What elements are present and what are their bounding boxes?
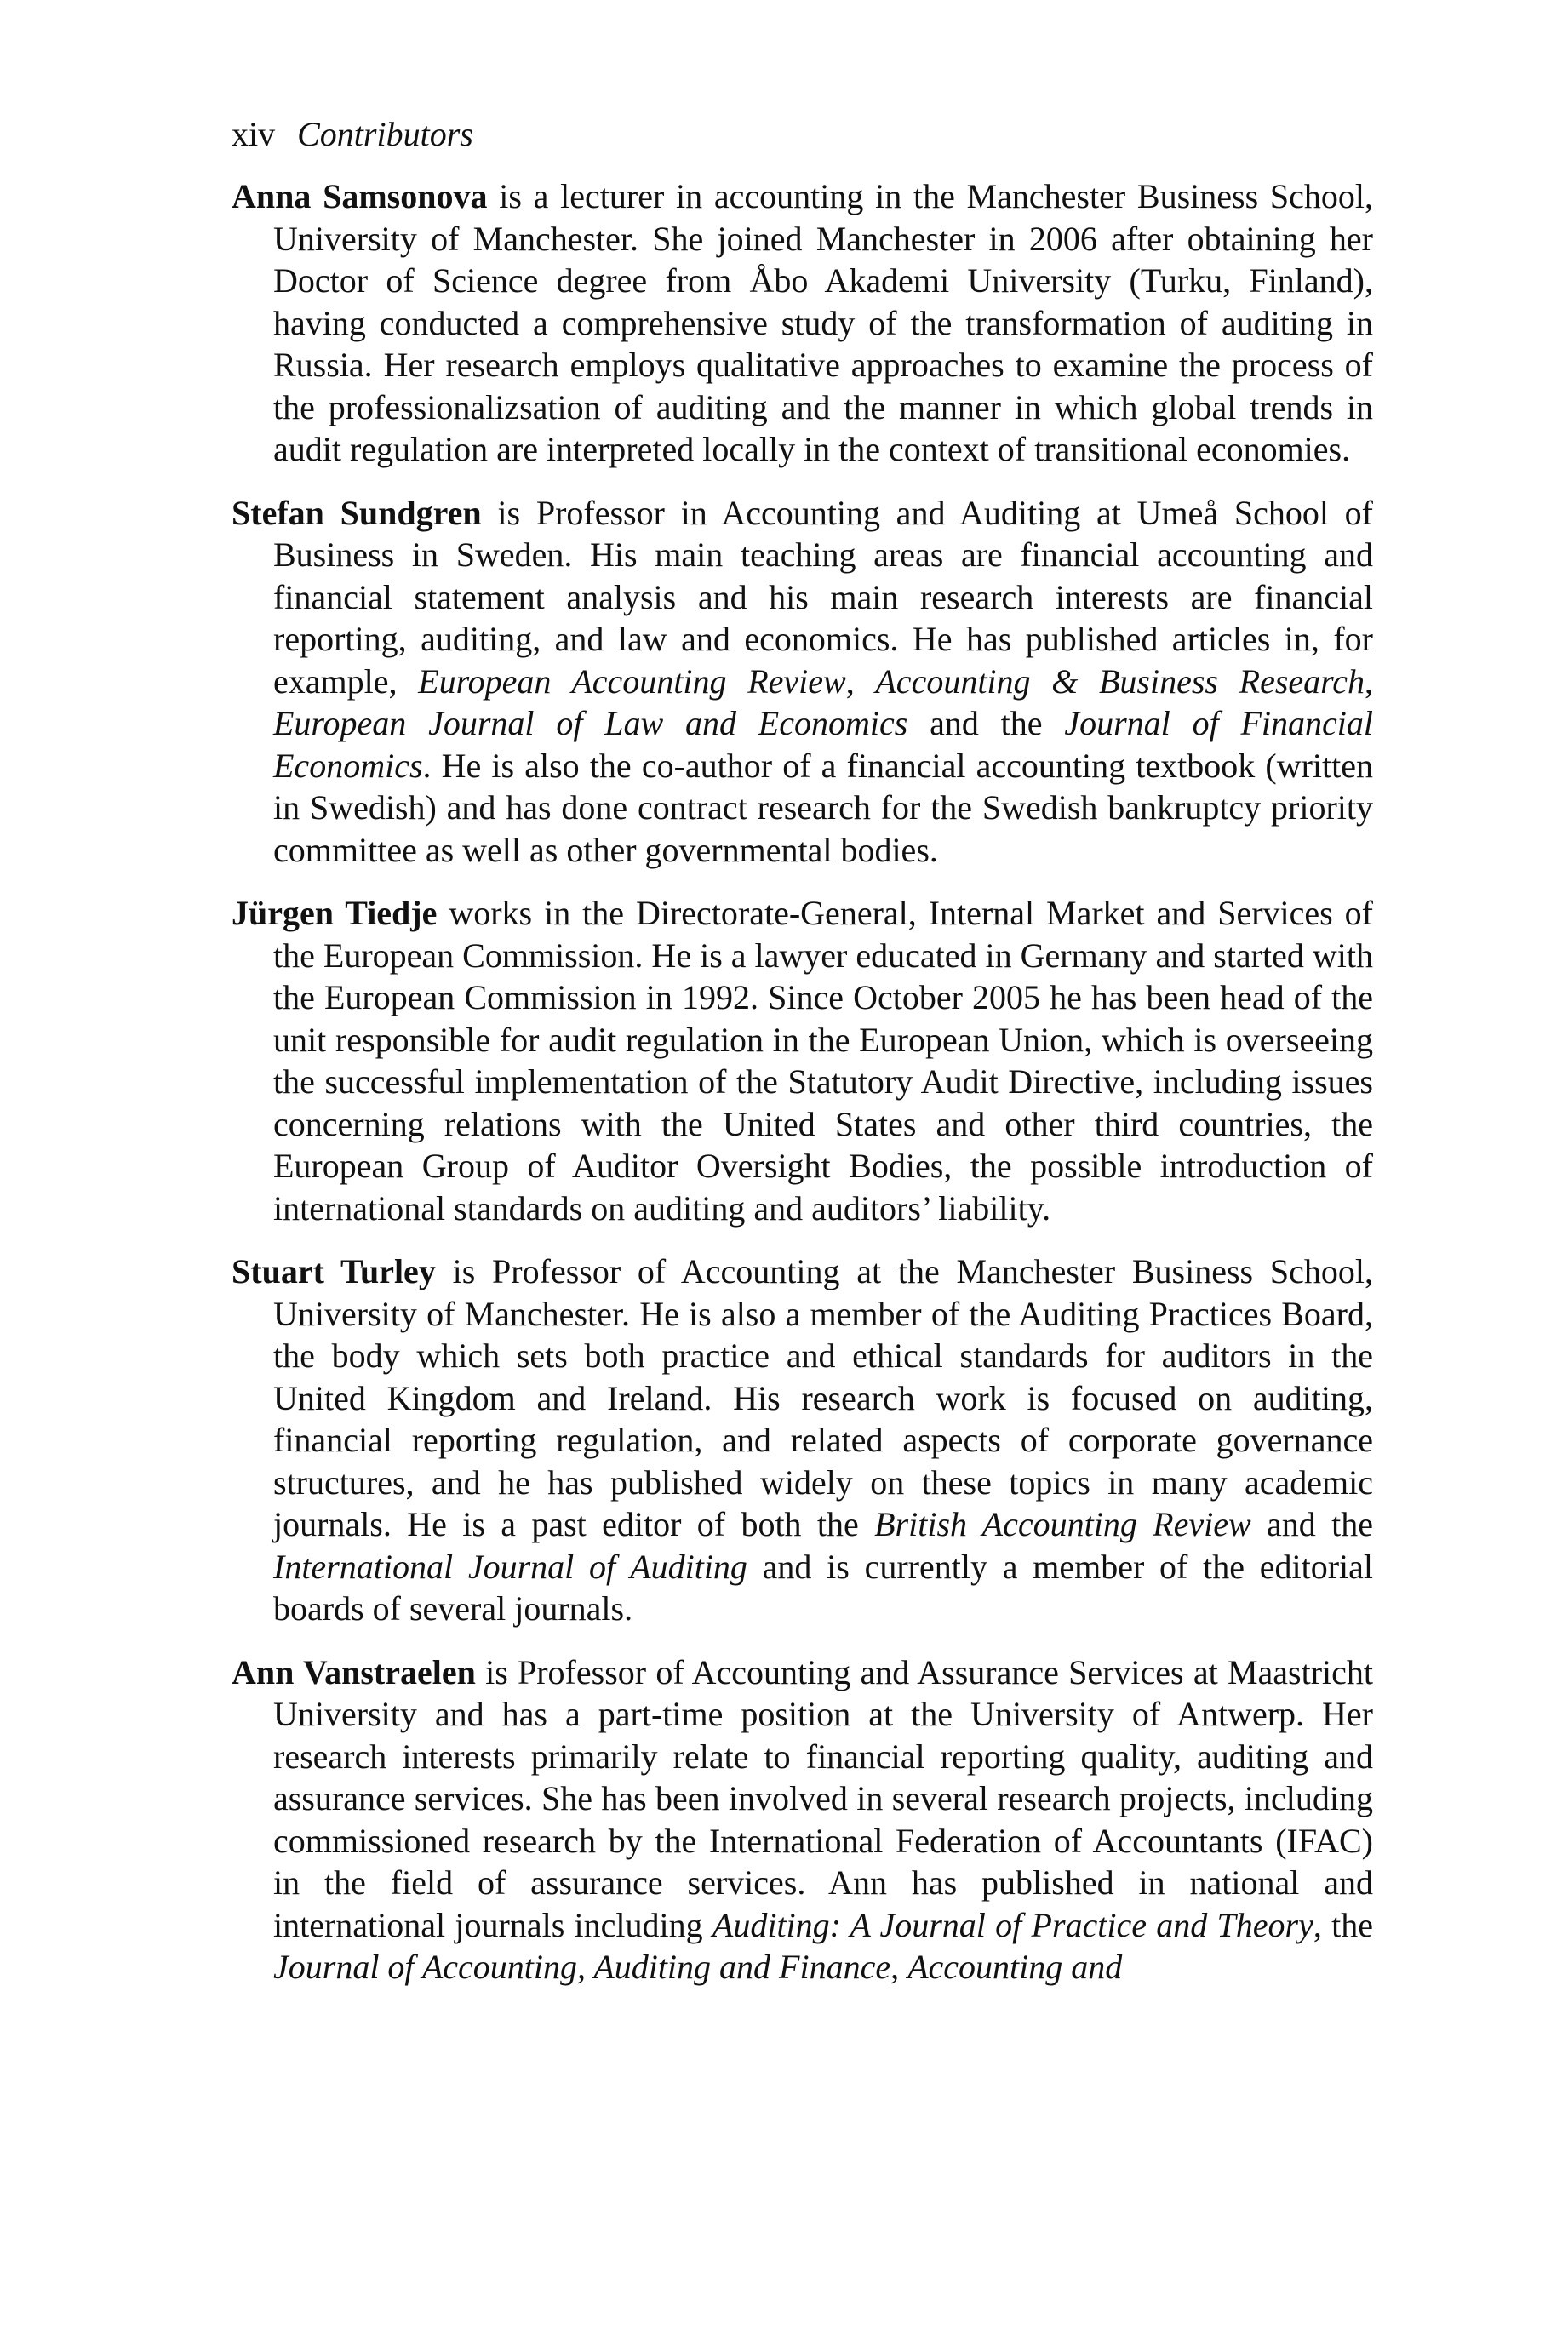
contributor-entry-turley bbox=[232, 1250, 1373, 1630]
bio-text: is a lecturer in accounting in the Manchester Business School, University of Manchester. She joined Manchester in 2006 after obtaining her Doctor of Science degree from Åbo Akademi University (Turku, Finland), having conducted a comprehensive study of the transformation of auditing in Russia. Her research employs qualitative approaches to examine the process of the professionalizsation of auditing and the manner in which global trends in audit regulation are interpreted locally in the context of transitional economies. bbox=[273, 177, 1373, 468]
bio-text: and the bbox=[907, 704, 1065, 742]
bio-text: , bbox=[845, 661, 876, 701]
journal-title: Auditing: A Journal of Practice and Theory bbox=[712, 1905, 1313, 1944]
journal-title: British Accounting Review bbox=[874, 1505, 1251, 1543]
journal-title: European Journal of Law and Economics bbox=[273, 704, 908, 742]
page-number: xiv bbox=[232, 115, 276, 153]
running-head bbox=[232, 113, 1373, 156]
bio-text: is Professor in Accounting and Auditing at Umeå School of Business in Sweden. His main teaching areas are financial accounting and financial statement analysis and his main research interests are financial reporting, auditing, and law and economics. He has published articles in, for example, bbox=[273, 493, 1373, 701]
contributor-entry-samsonova bbox=[232, 175, 1373, 471]
contributor-entry-tiedje bbox=[232, 892, 1373, 1229]
bio-text: is Professor of Accounting and Assurance Services at Maastricht University and has a part-time position at the University of Antwerp. Her research interests primarily relate to financial reporting quality, auditing and assurance services. She has been involved in several research projects, including commissioned research by the International Federation of Accountants (IFAC) in the field of assurance services. Ann has published in national and international journals including bbox=[273, 1652, 1373, 1944]
journal-title: International Journal of Auditing bbox=[273, 1547, 747, 1586]
section-title: Contributors bbox=[297, 115, 473, 153]
bio-text: is Professor of Accounting at the Manchester Business School, University of Manchester. He is also a member of the Auditing Practices Board, the body which sets both practice and ethical standards for auditors in the United Kingdom and Ireland. His research work is focused on auditing, financial reporting regulation, and related aspects of corporate governance structures, and he has published widely on these topics in many academic journals. He is a past editor of both the bbox=[273, 1252, 1374, 1543]
journal-title: Journal of Financial Economics bbox=[273, 704, 1374, 785]
contributor-name: Jürgen Tiedje bbox=[232, 894, 438, 932]
journal-title: Journal of Accounting, Auditing and Finance bbox=[273, 1948, 891, 1986]
contributor-name: Stefan Sundgren bbox=[232, 493, 482, 532]
book-page bbox=[232, 113, 1373, 2010]
bio-text: , bbox=[890, 1948, 908, 1986]
contributor-entry-sundgren bbox=[232, 492, 1373, 872]
bio-text: works in the Directorate-General, Internal Market and Services of the European Commission. He is a lawyer educated in Germany and started with the European Commission in 1992. Since October 2005 he has been head of the unit responsible for audit regulation in the European Union, which is overseeing the successful implementation of the Statutory Audit Directive, including issues concerning relations with the United States and other third countries, the European Group of Auditor Oversight Bodies, the possible introduction of international standards on auditing and auditors’ liability. bbox=[273, 894, 1374, 1228]
bio-text: and is currently a member of the editorial boards of several journals. bbox=[273, 1547, 1373, 1628]
bio-text: . He is also the co-author of a financial accounting textbook (written in Swedish) and has done contract research for the Swedish bankruptcy priority committee as well as other governmental bodies. bbox=[273, 746, 1373, 869]
contributor-name: Stuart Turley bbox=[232, 1252, 436, 1290]
contributor-entry-vanstraelen bbox=[232, 1651, 1373, 1989]
bio-text: , bbox=[1365, 661, 1374, 701]
journal-title: European Accounting Review bbox=[418, 661, 846, 701]
bio-text: and the bbox=[1250, 1505, 1373, 1543]
journal-title: Accounting & Business Research bbox=[875, 661, 1365, 701]
bio-text: , the bbox=[1313, 1905, 1373, 1944]
journal-title: Accounting and bbox=[907, 1948, 1123, 1986]
contributor-name: Ann Vanstraelen bbox=[232, 1652, 476, 1691]
contributor-name: Anna Samsonova bbox=[232, 177, 488, 215]
